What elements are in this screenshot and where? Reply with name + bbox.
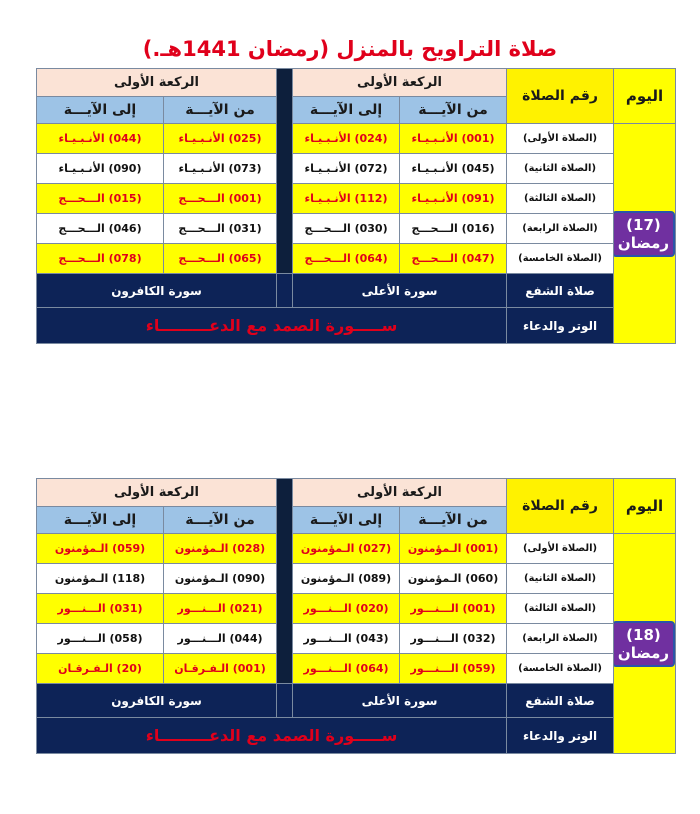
to-ayah-header-a: إلى الآيـــة [293,507,400,534]
from-ayah-cell: (045) الأنـبـيـاء [400,154,507,184]
to-ayah-header-a: إلى الآيـــة [293,97,400,124]
prayer-number-header: رقم الصلاة [507,69,614,124]
divider-column [277,479,293,684]
from-ayah-cell: (032) الـــنـــور [400,624,507,654]
from-ayah-cell: (001) الـــحـــج [164,184,277,214]
witr-dua-text: ســـــورة الصمد مع الدعـــــــــاء [37,308,507,344]
to-ayah-cell: (064) الـــحـــج [293,244,400,274]
to-ayah-cell: (027) الـمؤمنون [293,534,400,564]
from-ayah-cell: (044) الـــنـــور [164,624,277,654]
from-ayah-cell: (047) الـــحـــج [400,244,507,274]
to-ayah-cell: (015) الـــحـــج [37,184,164,214]
from-ayah-cell: (028) الـمؤمنون [164,534,277,564]
first-rakah-header-b: الركعة الأولى [37,479,277,507]
from-ayah-cell: (016) الـــحـــج [400,214,507,244]
prayer-name: (الصلاة الثانية) [507,564,614,594]
from-ayah-cell: (031) الـــحـــج [164,214,277,244]
table-row [37,594,676,624]
day-badge [614,211,676,257]
prayer-name: (الصلاة الرابعة) [507,624,614,654]
prayer-name: (الصلاة الرابعة) [507,214,614,244]
from-ayah-cell: (060) الـمؤمنون [400,564,507,594]
to-ayah-cell: (072) الأنـبـيـاء [293,154,400,184]
from-ayah-cell: (021) الـــنـــور [164,594,277,624]
divider-column [277,69,293,274]
day-header: اليوم [614,69,676,124]
from-ayah-cell: (090) الـمؤمنون [164,564,277,594]
to-ayah-cell: (112) الأنـبـيـاء [293,184,400,214]
to-ayah-cell: (044) الأنـبـيـاء [37,124,164,154]
shafa-label: صلاة الشفع [507,684,614,718]
prayer-name: (الصلاة الخامسة) [507,244,614,274]
table-row [37,564,676,594]
from-ayah-cell: (073) الأنـبـيـاء [164,154,277,184]
day-schedule-table [36,68,676,344]
from-ayah-cell: (001) الـــنـــور [400,594,507,624]
from-ayah-cell: (091) الأنـبـيـاء [400,184,507,214]
from-ayah-cell: (001) الأنـبـيـاء [400,124,507,154]
to-ayah-cell: (031) الـــنـــور [37,594,164,624]
shafa-surah-a: سورة الأعلى [293,684,507,718]
table-row [37,184,676,214]
to-ayah-header-b: إلى الآيـــة [37,507,164,534]
prayer-name: (الصلاة الأولى) [507,124,614,154]
table-row [37,624,676,654]
from-ayah-cell: (059) الـــنـــور [400,654,507,684]
prayer-name: (الصلاة الثالثة) [507,594,614,624]
witr-label: الوتر والدعاء [507,308,614,344]
divider-cell [277,274,293,308]
to-ayah-cell: (059) الـمؤمنون [37,534,164,564]
to-ayah-cell: (046) الـــحـــج [37,214,164,244]
day-header: اليوم [614,479,676,534]
first-rakah-header-b: الركعة الأولى [37,69,277,97]
witr-label: الوتر والدعاء [507,718,614,754]
to-ayah-cell: (024) الأنـبـيـاء [293,124,400,154]
day-schedule-table [36,478,676,754]
to-ayah-cell: (043) الـــنـــور [293,624,400,654]
day-badge [614,621,676,667]
day-cell [614,124,676,344]
from-ayah-header-b: من الآيـــة [164,97,277,124]
day-number: (18) [626,625,661,644]
from-ayah-header-b: من الآيـــة [164,507,277,534]
from-ayah-cell: (001) الـفـرقـان [164,654,277,684]
table-row [37,214,676,244]
prayer-name: (الصلاة الثالثة) [507,184,614,214]
prayer-name: (الصلاة الخامسة) [507,654,614,684]
to-ayah-cell: (20) الـفـرقـان [37,654,164,684]
to-ayah-cell: (064) الـــنـــور [293,654,400,684]
shafa-surah-a: سورة الأعلى [293,274,507,308]
from-ayah-header-a: من الآيـــة [400,507,507,534]
to-ayah-cell: (078) الـــحـــج [37,244,164,274]
divider-cell [277,684,293,718]
to-ayah-cell: (020) الـــنـــور [293,594,400,624]
to-ayah-cell: (118) الـمؤمنون [37,564,164,594]
table-row [37,124,676,154]
to-ayah-cell: (089) الـمؤمنون [293,564,400,594]
table-row [37,534,676,564]
shafa-label: صلاة الشفع [507,274,614,308]
to-ayah-header-b: إلى الآيـــة [37,97,164,124]
page-title: صلاة التراويح بالمنزل (رمضان 1441هـ.) [142,37,558,61]
day-month: رمضان [617,643,670,662]
first-rakah-header-a: الركعة الأولى [293,69,507,97]
from-ayah-cell: (065) الـــحـــج [164,244,277,274]
day-cell [614,534,676,754]
prayer-number-header: رقم الصلاة [507,479,614,534]
table-row [37,654,676,684]
from-ayah-cell: (025) الأنـبـيـاء [164,124,277,154]
to-ayah-cell: (058) الـــنـــور [37,624,164,654]
to-ayah-cell: (030) الـــحـــج [293,214,400,244]
prayer-name: (الصلاة الثانية) [507,154,614,184]
witr-dua-text: ســـــورة الصمد مع الدعـــــــــاء [37,718,507,754]
table-row [37,154,676,184]
from-ayah-header-a: من الآيـــة [400,97,507,124]
day-month: رمضان [617,233,670,252]
first-rakah-header-a: الركعة الأولى [293,479,507,507]
shafa-surah-b: سورة الكافرون [37,684,277,718]
table-row [37,244,676,274]
day-number: (17) [626,215,661,234]
to-ayah-cell: (090) الأنـبـيـاء [37,154,164,184]
from-ayah-cell: (001) الـمؤمنون [400,534,507,564]
shafa-surah-b: سورة الكافرون [37,274,277,308]
prayer-name: (الصلاة الأولى) [507,534,614,564]
